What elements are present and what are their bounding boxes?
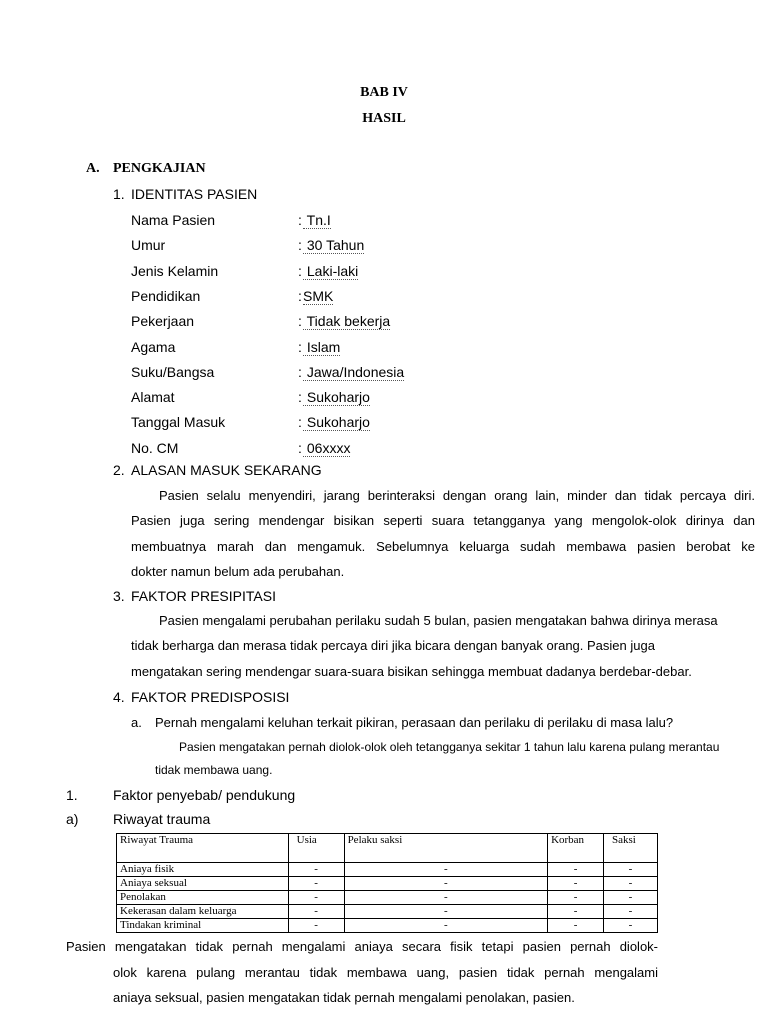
trauma-table-header — [117, 834, 658, 863]
identitas-field-colon: : — [298, 262, 302, 279]
identitas-field-label: Nama Pasien — [131, 212, 216, 228]
presipitasi-number: 3. — [113, 588, 125, 604]
trauma-cell-value: - — [288, 919, 344, 933]
trauma-header-usia: Usia — [288, 834, 344, 863]
predisposisi-title: FAKTOR PREDISPOSISI — [131, 689, 290, 705]
identitas-field-value-text: Tn.I — [303, 212, 331, 228]
identitas-field-colon: : — [298, 439, 302, 456]
trauma-cell-value: - — [288, 905, 344, 919]
predisposisi-answer-line-1: Pasien mengatakan pernah diolok-olok oleh tetangganya sekitar 1 tahun lalu karena pulang merantau — [179, 740, 720, 754]
trauma-cell-value: - — [604, 919, 658, 933]
trauma-cell-value: - — [548, 905, 604, 919]
presipitasi-line-3: mengatakan sering mendengar suara-suara bisikan sehingga membuat dadanya berdebar-debar. — [131, 664, 692, 679]
identitas-field-label: Agama — [131, 338, 176, 355]
trauma-cell-type: Tindakan kriminal — [117, 919, 289, 933]
presipitasi-line-1: Pasien mengalami perubahan perilaku sudah 5 bulan, pasien mengatakan bahwa dirinya merasa — [159, 613, 718, 628]
identitas-field-value-text: Tidak bekerja — [303, 313, 391, 330]
trauma-cell-value: - — [288, 863, 344, 877]
identitas-field-value — [303, 263, 358, 279]
trauma-cell-value: - — [344, 877, 548, 891]
predisposisi-number: 4. — [113, 689, 125, 705]
identitas-number: 1. — [113, 186, 125, 202]
alasan-line-4: dokter namun belum ada perubahan. — [131, 564, 345, 579]
trauma-cell-value: - — [604, 863, 658, 877]
trauma-cell-type: Aniaya seksual — [117, 877, 289, 891]
predisposisi-item-a-question: Pernah mengalami keluhan terkait pikiran, perasaan dan perilaku di perilaku di masa lalu? — [155, 715, 674, 730]
alasan-number: 2. — [113, 462, 125, 478]
identitas-field-value — [303, 414, 370, 430]
identitas-field-value-text: 30 Tahun — [303, 237, 365, 254]
trauma-cell-value: - — [548, 863, 604, 877]
identitas-field-value-text: 06xxxx — [303, 439, 351, 456]
identitas-field-value — [303, 212, 331, 228]
identitas-field-value-text: Laki-laki — [303, 262, 359, 279]
identitas-field-label: Alamat — [131, 389, 175, 406]
section-a-title: PENGKAJIAN — [113, 161, 206, 176]
trauma-table-row — [117, 905, 658, 919]
section-a-label: A. — [86, 161, 100, 176]
identitas-field-colon: : — [298, 338, 302, 355]
identitas-field-colon: : — [298, 313, 302, 330]
identitas-field-label: Umur — [131, 237, 166, 254]
identitas-field-colon: : — [298, 389, 302, 406]
trauma-cell-value: - — [288, 891, 344, 905]
identitas-field-label: Pendidikan — [131, 287, 201, 304]
identitas-field-colon: : — [298, 363, 302, 380]
identitas-field-value-text: Jawa/Indonesia — [303, 363, 405, 380]
identitas-field-label: No. CM — [131, 439, 179, 456]
faktor-penyebab-number: 1. — [66, 787, 78, 803]
trauma-table-row — [117, 891, 658, 905]
trauma-cell-type: Aniaya fisik — [117, 863, 289, 877]
predisposisi-item-a-label: a. — [131, 715, 142, 730]
trauma-cell-type: Kekerasan dalam keluarga — [117, 905, 289, 919]
identitas-field-value-text: Islam — [303, 338, 341, 355]
trauma-header-riwayat: Riwayat Trauma — [117, 834, 289, 863]
alasan-line-2: Pasien juga sering mendengar bisikan seperti suara tetangganya yang mengolok-olok dirinya dan — [131, 513, 755, 528]
identitas-field-value — [303, 313, 390, 329]
presipitasi-line-2: tidak berharga dan merasa tidak percaya diri jika bicara dengan banyak orang. Pasien juga — [131, 638, 655, 653]
riwayat-trauma-title: Riwayat trauma — [113, 811, 211, 827]
identitas-field-value — [303, 364, 404, 380]
closing-line-3: aniaya seksual, pasien mengatakan tidak pernah mengalami penolakan, pasien. — [113, 990, 575, 1005]
alasan-title: ALASAN MASUK SEKARANG — [131, 462, 322, 478]
presipitasi-title: FAKTOR PRESIPITASI — [131, 588, 276, 604]
trauma-cell-value: - — [548, 919, 604, 933]
identitas-field-value — [303, 288, 333, 304]
identitas-field-colon: : — [298, 237, 302, 254]
trauma-cell-type: Penolakan — [117, 891, 289, 905]
identitas-field-colon: : — [298, 414, 302, 431]
trauma-cell-value: - — [604, 891, 658, 905]
identitas-field-label: Suku/Bangsa — [131, 363, 215, 380]
trauma-table-row — [117, 919, 658, 933]
predisposisi-answer-line-2: tidak membawa uang. — [155, 763, 273, 777]
identitas-field-colon: : — [298, 287, 302, 304]
trauma-header-pelaku: Pelaku saksi — [344, 834, 548, 863]
identitas-field-label: Jenis Kelamin — [131, 262, 219, 279]
identitas-field-colon: : — [298, 212, 302, 228]
alasan-line-3: membuatnya marah dan mengamuk. Sebelumnya keluarga sudah membawa pasien berobat ke — [131, 539, 755, 554]
trauma-header-saksi: Saksi — [604, 834, 658, 863]
trauma-cell-value: - — [344, 905, 548, 919]
identitas-title: IDENTITAS PASIEN — [131, 186, 258, 202]
identitas-field-value — [303, 440, 350, 456]
trauma-table-row — [117, 877, 658, 891]
trauma-cell-value: - — [344, 863, 548, 877]
trauma-table-row — [117, 863, 658, 877]
chapter-heading: BAB IV — [360, 85, 408, 100]
trauma-header-korban: Korban — [548, 834, 604, 863]
identitas-field-value-text: Sukoharjo — [303, 389, 370, 406]
trauma-cell-value: - — [548, 877, 604, 891]
identitas-field-label: Pekerjaan — [131, 313, 195, 330]
trauma-cell-value: - — [604, 905, 658, 919]
trauma-cell-value: - — [344, 891, 548, 905]
trauma-cell-value: - — [288, 877, 344, 891]
identitas-field-value — [303, 389, 370, 405]
identitas-field-value — [303, 237, 364, 253]
closing-line-1: Pasien mengatakan tidak pernah mengalami aniaya secara fisik tetapi pasien pernah diolok- — [66, 939, 658, 954]
identitas-field-label: Tanggal Masuk — [131, 414, 226, 431]
page-title: HASIL — [362, 111, 406, 126]
trauma-cell-value: - — [604, 877, 658, 891]
identitas-field-value-text: SMK — [303, 287, 334, 304]
identitas-field-value-text: Sukoharjo — [303, 414, 370, 431]
faktor-penyebab-title: Faktor penyebab/ pendukung — [113, 787, 296, 803]
trauma-cell-value: - — [344, 919, 548, 933]
closing-line-2: olok karena pulang merantau tidak membawa uang, pasien tidak pernah mengalami — [113, 965, 658, 980]
riwayat-trauma-label: a) — [66, 811, 79, 827]
identitas-field-value — [303, 339, 340, 355]
alasan-line-1: Pasien selalu menyendiri, jarang berinteraksi dengan orang lain, minder dan tidak percaya diri. — [159, 488, 755, 503]
trauma-cell-value: - — [548, 891, 604, 905]
trauma-table — [116, 833, 658, 933]
